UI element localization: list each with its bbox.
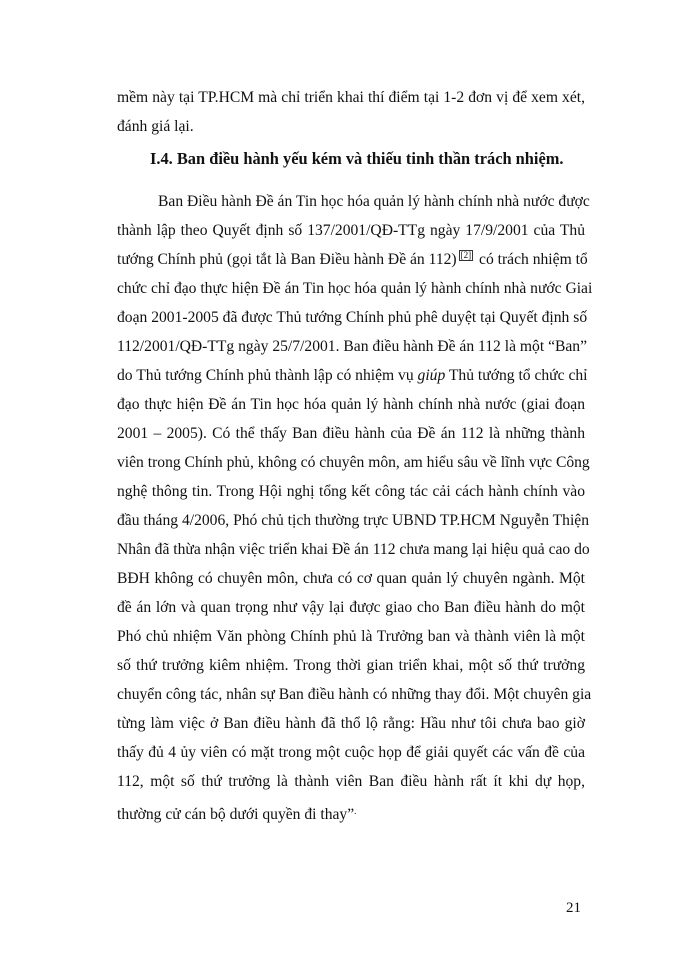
paragraph-line: số thứ trưởng kiêm nhiệm. Trong thời gian triển khai, một số thứ trưởng xyxy=(117,657,585,674)
paragraph-line xyxy=(117,366,588,386)
paragraph-text: tướng Chính phủ (gọi tắt là Ban Điều hành Đề án 112) xyxy=(117,251,457,268)
intro-line-2: đánh giá lại. xyxy=(117,118,194,135)
paragraph-line: Ban Điều hành Đề án Tin học hóa quản lý hành chính nhà nước được xyxy=(158,193,590,210)
paragraph-line: chuyển công tác, nhân sự Ban điều hành có những thay đổi. Một chuyên gia xyxy=(117,686,592,703)
paragraph-line: BĐH không có chuyên môn, chưa có cơ quan quản lý chuyên ngành. Một xyxy=(117,570,585,587)
paragraph-line: chức chỉ đạo thực hiện Đề án Tin học hóa quản lý hành chính nhà nước Giai xyxy=(117,280,593,297)
paragraph-line: Phó chủ nhiệm Văn phòng Chính phủ là Trưởng ban và thành viên là một xyxy=(117,628,585,645)
paragraph-text: Thủ tướng tổ chức chỉ xyxy=(445,367,588,384)
paragraph-text: có trách nhiệm tổ xyxy=(475,251,588,268)
footnote-dot: . xyxy=(354,806,357,816)
paragraph-line: thành lập theo Quyết định số 137/2001/QĐ-TTg ngày 17/9/2001 của Thủ xyxy=(117,222,585,239)
paragraph-text: do Thủ tướng Chính phủ thành lập có nhiệm vụ xyxy=(117,367,418,384)
paragraph-text: thường cử cán bộ dưới quyền đi thay” xyxy=(117,806,355,823)
paragraph-line: 2001 – 2005). Có thể thấy Ban điều hành của Đề án 112 là những thành xyxy=(117,425,585,442)
paragraph-line xyxy=(117,801,356,825)
paragraph-line: đoạn 2001-2005 đã được Thủ tướng Chính phủ phê duyệt tại Quyết định số xyxy=(117,309,588,326)
paragraph-line: từng làm việc ở Ban điều hành đã thổ lộ rằng: Hầu như tôi chưa bao giờ xyxy=(117,715,585,732)
section-heading: I.4. Ban điều hành yếu kém và thiếu tinh thần trách nhiệm. xyxy=(150,149,564,168)
paragraph-line xyxy=(117,250,588,270)
paragraph-line: viên trong Chính phủ, không có chuyên môn, am hiểu sâu về lĩnh vực Công xyxy=(117,454,590,471)
footnote-reference[interactable]: [2] xyxy=(460,250,472,260)
emphasis-text: giúp xyxy=(417,367,446,384)
paragraph-line: Nhân đã thừa nhận việc triển khai Đề án 112 chưa mang lại hiệu quả cao do xyxy=(117,541,590,558)
paragraph-line: 112, một số thứ trưởng là thành viên Ban điều hành rất ít khi dự họp, xyxy=(117,773,585,790)
page-number: 21 xyxy=(566,900,581,916)
intro-line-1: mềm này tại TP.HCM mà chỉ triển khai thí điểm tại 1-2 đơn vị để xem xét, xyxy=(117,89,585,106)
paragraph-line: đầu tháng 4/2006, Phó chủ tịch thường trực UBND TP.HCM Nguyễn Thiện xyxy=(117,512,589,529)
paragraph-line: thấy đủ 4 ủy viên có mặt trong một cuộc họp để giải quyết các vấn đề của xyxy=(117,744,585,761)
paragraph-line: 112/2001/QĐ-TTg ngày 25/7/2001. Ban điều hành Đề án 112 là một “Ban” xyxy=(117,338,588,355)
paragraph-line: đề án lớn và quan trọng như vậy lại được giao cho Ban điều hành do một xyxy=(117,599,585,616)
paragraph-line: nghệ thông tin. Trong Hội nghị tổng kết công tác cải cách hành chính vào xyxy=(117,483,585,500)
paragraph-line: đạo thực hiện Đề án Tin học hóa quản lý hành chính nhà nước (giai đoạn xyxy=(117,396,585,413)
